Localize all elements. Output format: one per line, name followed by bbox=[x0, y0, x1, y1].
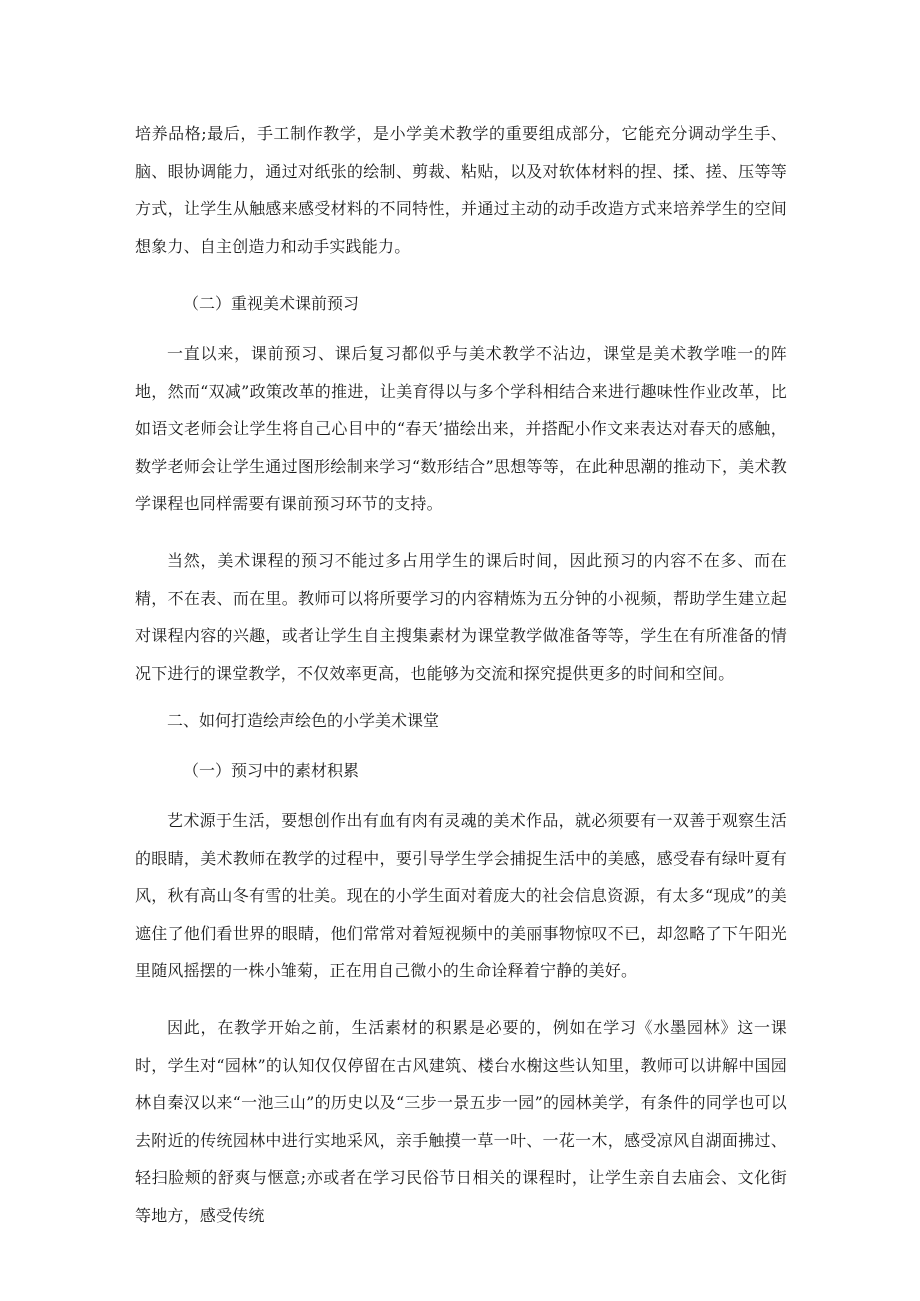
paragraph-continuation bbox=[135, 115, 787, 265]
paragraph-text: 艺术源于生活，要想创作出有血有肉有灵魂的美术作品，就必须要有一双善于观察生活的眼睛，美术教师在教学的过程中，要引导学生学会捕捉生活中的美感，感受春有绿叶夏有风，秋有高山冬有雪的壮美。现在的小学生面对着庞大的社会信息资源，有太多“现成”的美遮住了他们看世界的眼睛，他们常常对着短视频中的美丽事物惊叹不已，却忽略了下午阳光里随风摇摆的一株小雏菊，正在用自己微小的生命诠释着宁静的美好。 bbox=[135, 811, 787, 980]
paragraph-text: 培养品格;最后，手工制作教学，是小学美术教学的重要组成部分，它能充分调动学生手、脑、眼协调能力，通过对纸张的绘制、剪裁、粘贴，以及对软体材料的捏、揉、搓、压等等方式，让学生从触感来感受材料的不同特性，并通过主动的动手改造方式来培养学生的空间想象力、自主创造力和动手实践能力。 bbox=[135, 124, 787, 256]
paragraph-garden-example bbox=[135, 1009, 787, 1234]
paragraph-text: 一直以来，课前预习、课后复习都似乎与美术教学不沾边，课堂是美术教学唯一的阵地，然而“双减”政策改革的推进，让美育得以与多个学科相结合来进行趣味性作业改革，比如语文老师会让学生将自己心目中的“春天’描绘出来，并搭配小作文来表达对春天的感触，数学老师会让学生通过图形绘制来学习“数形结合”思想等等，在此种思潮的推动下，美术教学课程也同样需要有课前预习环节的支持。 bbox=[135, 344, 787, 513]
paragraph-preview-intro bbox=[135, 335, 787, 523]
paragraph-text: 因此，在教学开始之前，生活素材的积累是必要的，例如在学习《水墨园林》这一课时，学生对“园林”的认知仅仅停留在古风建筑、楼台水榭这些认知里，教师可以讲解中国园林自秦汉以来“一池三山”的历史以及“三步一景五步一园”的园林美学，有条件的同学也可以去附近的传统园林中进行实地采风，亲手触摸一草一叶、一花一木，感受凉风自湖面拂过、轻扫脸颊的舒爽与惬意;亦或者在学习民俗节日相关的课程时，让学生亲自去庙会、文化街等地方，感受传统 bbox=[135, 1018, 787, 1225]
paragraph-art-life bbox=[135, 802, 787, 990]
paragraph-preview-method bbox=[135, 542, 787, 692]
subheading-preview: （二）重视美术课前预习 bbox=[183, 294, 360, 313]
paragraph-text: 当然，美术课程的预习不能过多占用学生的课后时间，因此预习的内容不在多、而在精，不在表、而在里。教师可以将所要学习的内容精炼为五分钟的小视频，帮助学生建立起对课程内容的兴趣，或者让学生自主搜集素材为课堂教学做准备等等，学生在有所准备的情况下进行的课堂教学，不仅效率更高，也能够为交流和探究提供更多的时间和空间。 bbox=[135, 551, 787, 683]
section-heading: 二、如何打造绘声绘色的小学美术课堂 bbox=[167, 711, 440, 730]
subheading-material: （一）预习中的素材积累 bbox=[183, 761, 360, 780]
